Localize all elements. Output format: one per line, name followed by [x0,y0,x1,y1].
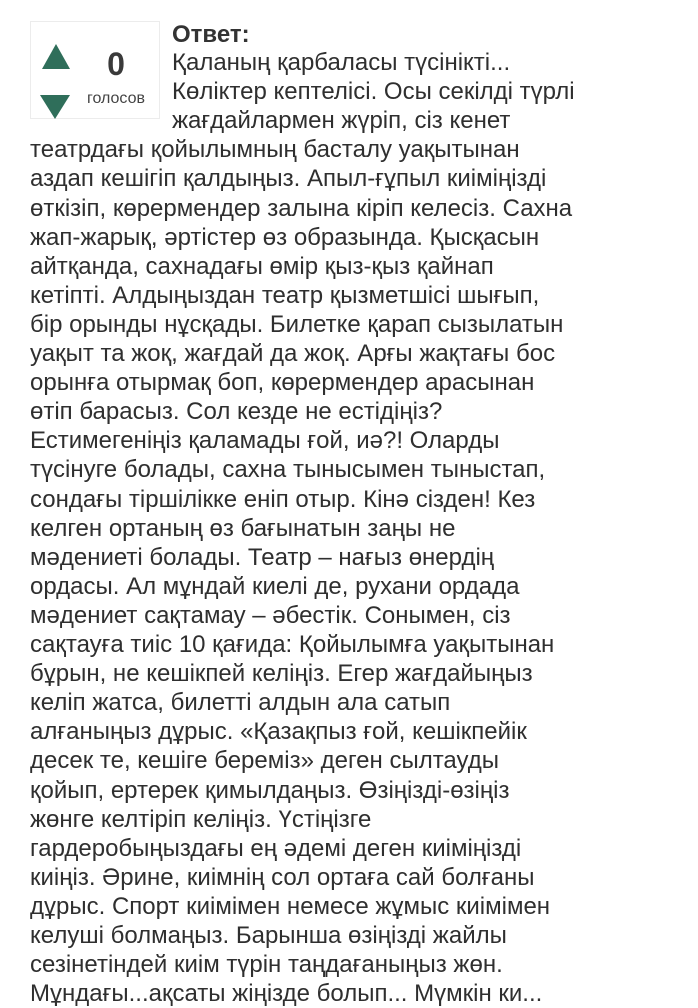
answer-line: келген ортаның өз бағынатын заңы не [30,515,456,542]
answer-line: өтіп барасыз. Сол кезде не естідіңіз? [30,398,443,425]
answer-heading: Ответ: [172,21,250,48]
answer-line: сақтауға тиіс 10 қағида: Қойылымға уақытынан [30,631,555,658]
answer-line: Қаланың қарбаласы түсінікті... [172,49,511,76]
answer-line: Көліктер кептелісі. Осы секілді түрлі [172,78,575,105]
answer-line: дұрыс. Спорт киімімен немесе жұмыс киімімен [30,893,551,920]
answer-line: Мұндағы...ақсаты жіңізде болып... Мүмкін ки... [30,980,543,1007]
answer-line: киіңіз. Әрине, киімнің сол ортаға сай болғаны [30,864,535,891]
answer-line: сондағы тіршілікке еніп отыр. Кінә сізден! Кез [30,486,536,513]
answer-line: келіп жатса, билетті алдын ала сатып [30,689,451,716]
answer-line: жағдайлармен жүріп, сіз кенет [172,107,511,134]
answer-line: айтқанда, сахнадағы өмір қыз-қыз қайнап [30,253,494,280]
answer-line: бұрын, не кешікпей келіңіз. Егер жағдайыңыз [30,660,533,687]
answer-line: қойып, ертерек қимылдаңыз. Өзіңізді-өзіңіз [30,777,510,804]
answer-line: аздап кешігіп қалдыңыз. Апыл-ғұпыл киіміңізді [30,165,547,192]
answer-line: түсінуге болады, сахна тынысымен тыныстап, [30,456,546,483]
answer-line: алғаныңыз дұрыс. «Қазақпыз ғой, кешікпейік [30,718,527,745]
vote-box [30,21,160,119]
answer-line: жап-жарық, әртістер өз образында. Қысқасын [30,224,540,251]
answer-line: уақыт та жоқ, жағдай да жоқ. Арғы жақтағы бос [30,340,556,367]
vote-down-arrow-icon[interactable] [40,95,70,119]
answer-line: гардеробыңыздағы ең әдемі деген киіміңізді [30,835,522,862]
answer-line: мәдениет сақтамау – әбестік. Сонымен, сіз [30,602,511,629]
answer-line: десек те, кешіге береміз» деген сылтауды [30,747,499,774]
answer-line: ордасы. Ал мұндай киелі де, рухани ордада [30,573,520,600]
answer-line: орынға отырмақ боп, көрермендер арасынан [30,369,535,396]
answer-line: сезінетіндей киім түрін таңдағаныңыз жөн. [30,951,503,978]
answer-line: келуші болмаңыз. Барынша өзіңізді жайлы [30,922,507,949]
answer-line: мәдениеті болады. Театр – нағыз өнердің [30,544,495,571]
answer-line: Естимегеніңіз қаламады ғой, иә?! Оларды [30,427,500,454]
answer-line: театрдағы қойылымның басталу уақытынан [30,136,520,163]
answer-line: бір орынды нұсқады. Билетке қарап сызылатын [30,311,564,338]
vote-count: 0 [107,46,125,82]
answer-line: өткізіп, көрермендер залына кіріп келесіз. Сахна [30,195,573,222]
vote-count-label: голосов [86,90,146,107]
answer-line: кетіпті. Алдыңыздан театр қызметшісі шығып, [30,282,540,309]
vote-up-arrow-icon[interactable] [42,44,70,69]
answer-line: жөнге келтіріп келіңіз. Үстіңізге [30,806,372,833]
